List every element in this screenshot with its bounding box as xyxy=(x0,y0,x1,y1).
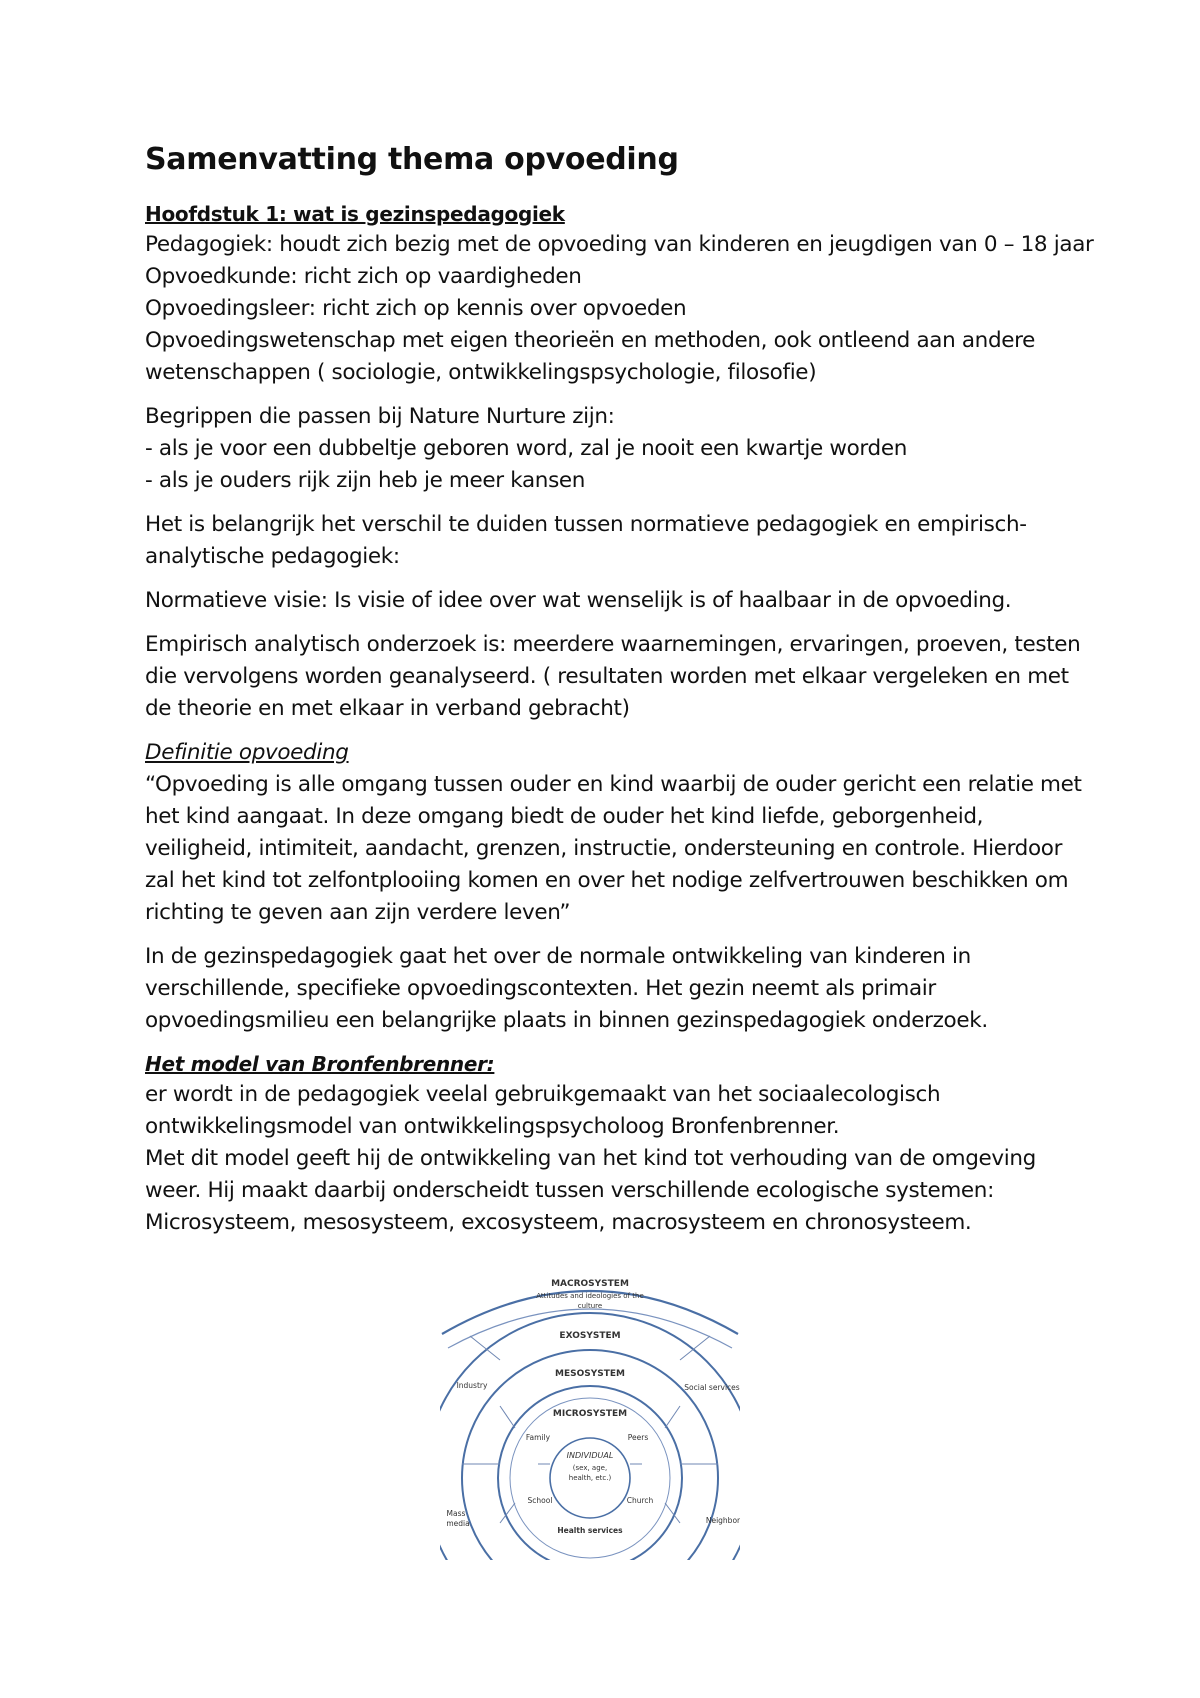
definition-line: veiligheid, intimiteit, aandacht, grenzen, instructie, ondersteuning en controle. Hierdoor xyxy=(145,836,1063,861)
macrosystem-label: MACROSYSTEM xyxy=(551,1279,629,1289)
chapter1-heading: Hoofdstuk 1: wat is gezinspedagogiek xyxy=(145,202,565,226)
church-label: Church xyxy=(626,1496,654,1505)
social-services-label: Social services xyxy=(684,1383,740,1392)
empirical-line: die vervolgens worden geanalyseerd. ( resultaten worden met elkaar vergeleken en met xyxy=(145,664,1069,689)
school-label: School xyxy=(527,1496,553,1505)
family-pedagogy-line: opvoedingsmilieu een belangrijke plaats in binnen gezinspedagogiek onderzoek. xyxy=(145,1008,988,1033)
bronfenbrenner-heading: Het model van Bronfenbrenner: xyxy=(145,1052,495,1076)
family-pedagogy-line: verschillende, specifieke opvoedingscontexten. Het gezin neemt als primair xyxy=(145,976,936,1001)
definition-line: richting te geven aan zijn verdere leven” xyxy=(145,900,571,925)
difference-line: analytische pedagogiek: xyxy=(145,544,400,569)
mass-media-label: Mass xyxy=(446,1509,466,1518)
family-label: Family xyxy=(525,1433,551,1442)
chapter1-line: Pedagogiek: houdt zich bezig met de opvoeding van kinderen en jeugdigen van 0 – 18 jaar xyxy=(145,232,1094,257)
page-title: Samenvatting thema opvoeding xyxy=(145,142,679,177)
bronfenbrenner-line: er wordt in de pedagogiek veelal gebruikgemaakt van het sociaalecologisch xyxy=(145,1082,941,1107)
nature-nurture-line: Begrippen die passen bij Nature Nurture zijn: xyxy=(145,404,615,429)
exosystem-label: EXOSYSTEM xyxy=(559,1331,621,1341)
individual-label: INDIVIDUAL xyxy=(566,1451,614,1460)
peers-label: Peers xyxy=(627,1433,649,1442)
nature-nurture-line: - als je ouders rijk zijn heb je meer kansen xyxy=(145,468,586,493)
difference-line: Het is belangrijk het verschil te duiden tussen normatieve pedagogiek en empirisch- xyxy=(145,512,1027,537)
arrow-line xyxy=(470,1336,500,1360)
industry-label: Industry xyxy=(456,1381,488,1390)
bronfenbrenner-diagram xyxy=(440,1278,740,1560)
chapter1-line: Opvoedingsleer: richt zich op kennis over opvoeden xyxy=(145,296,687,321)
ecological-model-svg xyxy=(440,1278,740,1560)
bronfenbrenner-line: Met dit model geeft hij de ontwikkeling van het kind tot verhouding van de omgeving xyxy=(145,1146,1036,1171)
macrosystem-sub: culture xyxy=(577,1302,603,1310)
chapter1-line: wetenschappen ( sociologie, ontwikkelingspsychologie, filosofie) xyxy=(145,360,817,385)
health-services-label: Health services xyxy=(557,1526,623,1535)
definition-line: het kind aangaat. In deze omgang biedt de ouder het kind liefde, geborgenheid, xyxy=(145,804,984,829)
chapter1-line: Opvoedkunde: richt zich op vaardigheden xyxy=(145,264,582,289)
definition-heading: Definitie opvoeding xyxy=(145,740,349,765)
bronfenbrenner-line: ontwikkelingsmodel van ontwikkelingspsycholoog Bronfenbrenner. xyxy=(145,1114,840,1139)
bronfenbrenner-line: weer. Hij maakt daarbij onderscheidt tussen verschillende ecologische systemen: xyxy=(145,1178,994,1203)
document-page xyxy=(145,140,1094,1239)
normative-paragraph: Normatieve visie: Is visie of idee over wat wenselijk is of haalbaar in de opvoeding. xyxy=(145,588,1012,613)
microsystem-label: MICROSYSTEM xyxy=(552,1409,628,1419)
mesosystem-label: MESOSYSTEM xyxy=(555,1369,625,1379)
nature-nurture-line: - als je voor een dubbeltje geboren word, zal je nooit een kwartje worden xyxy=(145,436,907,461)
individual-sub: health, etc.) xyxy=(568,1474,612,1482)
macrosystem-ring-inner xyxy=(448,1309,732,1348)
empirical-line: Empirisch analytisch onderzoek is: meerdere waarnemingen, ervaringen, proeven, testen xyxy=(145,632,1081,657)
definition-line: “Opvoeding is alle omgang tussen ouder en kind waarbij de ouder gericht een relatie met xyxy=(145,772,1082,797)
family-pedagogy-line: In de gezinspedagogiek gaat het over de normale ontwikkeling van kinderen in xyxy=(145,944,971,969)
bronfenbrenner-line: Microsysteem, mesosysteem, excosysteem, macrosysteem en chronosysteem. xyxy=(145,1210,972,1235)
arrow-line xyxy=(680,1336,710,1360)
arrow-line xyxy=(500,1406,515,1428)
individual-sub: (sex, age, xyxy=(572,1464,608,1472)
definition-line: zal het kind tot zelfontplooiing komen en over het nodige zelfvertrouwen beschikken om xyxy=(145,868,1069,893)
arrow-line xyxy=(665,1406,680,1428)
chapter1-line: Opvoedingswetenschap met eigen theorieën en methoden, ook ontleend aan andere xyxy=(145,328,1036,353)
empirical-line: de theorie en met elkaar in verband gebracht) xyxy=(145,696,630,721)
macrosystem-sub: Attitudes and ideologies of the xyxy=(536,1292,644,1300)
neighbor-label: Neighbor xyxy=(705,1516,740,1525)
mass-media-label: media xyxy=(446,1519,470,1528)
